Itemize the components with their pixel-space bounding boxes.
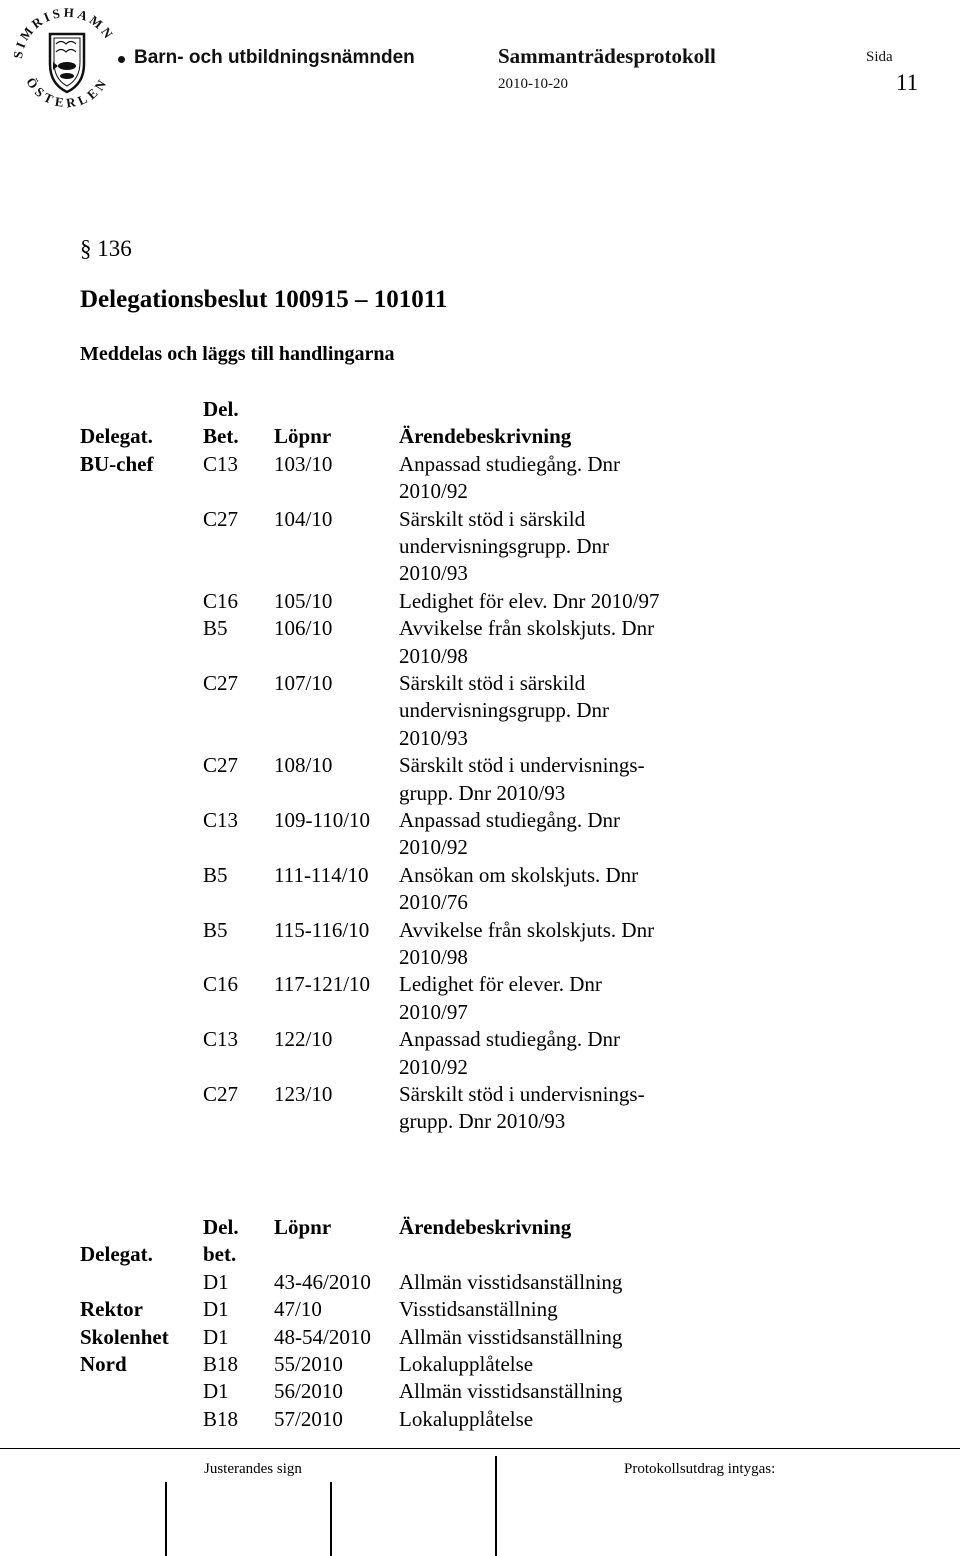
cell-bet: D1: [203, 1269, 229, 1294]
cell-description: 2010/93: [399, 725, 468, 750]
cell-description: undervisningsgrupp. Dnr: [399, 533, 609, 558]
cell-lopnr: 57/2010: [274, 1406, 343, 1431]
page-title: Delegationsbeslut 100915 – 101011: [80, 286, 448, 313]
cell-description: Lokalupplåtelse: [399, 1406, 534, 1431]
page-number: 11: [896, 70, 919, 95]
cell-bet: C27: [203, 671, 239, 695]
cell-delegat: Rektor: [80, 1297, 143, 1322]
cell-lopnr: 123/10: [274, 1082, 333, 1106]
cell-description: Allmän visstidsanställning: [399, 1379, 623, 1404]
cell-description: Ledighet för elev. Dnr 2010/97: [399, 588, 660, 613]
cell-description: Anpassad studiegång. Dnr: [399, 808, 621, 832]
cell-bet: C13: [203, 1027, 239, 1052]
signature-box-divider: [495, 1456, 497, 1556]
cell-delegat: Nord: [80, 1352, 127, 1376]
document-date: 2010-10-20: [498, 76, 568, 92]
cell-description: Avvikelse från skolskjuts. Dnr: [399, 616, 655, 641]
header-del: Del.: [203, 1215, 239, 1239]
cell-description: Ansökan om skolskjuts. Dnr: [399, 862, 639, 887]
cell-bet: C13: [203, 451, 239, 476]
svg-text:SIMRISHAMN: SIMRISHAMN: [9, 4, 118, 60]
cell-description: 2010/98: [399, 643, 468, 668]
cell-bet: B18: [203, 1406, 239, 1431]
cell-lopnr: 56/2010: [274, 1379, 343, 1404]
header-description: Ärendebeskrivning: [399, 1215, 572, 1239]
cell-description: Särskilt stöd i undervisnings-: [399, 1082, 645, 1106]
cell-lopnr: 103/10: [274, 451, 333, 476]
signature-label: Justerandes sign: [204, 1461, 302, 1477]
cell-bet: C27: [203, 1082, 239, 1106]
cell-description: Visstidsanställning: [399, 1297, 558, 1322]
delegation-table-1: [0, 396, 960, 1166]
cell-description: grupp. Dnr 2010/93: [399, 1109, 566, 1134]
svg-text:ÖSTERLEN: ÖSTERLEN: [23, 73, 112, 111]
page-label: Sida: [866, 49, 893, 65]
header-delegat: Delegat.: [80, 424, 153, 448]
cell-description: undervisningsgrupp. Dnr: [399, 698, 609, 723]
signature-box-divider: [330, 1482, 332, 1556]
cell-lopnr: 115-116/10: [274, 917, 370, 942]
header-delegat: Delegat.: [80, 1242, 153, 1267]
document-type: Sammanträdesprotokoll: [498, 44, 716, 68]
cell-lopnr: 109-110/10: [274, 808, 371, 832]
cell-description: 2010/76: [399, 890, 468, 915]
cell-bet: C27: [203, 753, 239, 778]
cell-description: 2010/92: [399, 479, 468, 504]
cell-description: grupp. Dnr 2010/93: [399, 780, 566, 805]
header-del: Del.: [203, 397, 239, 421]
header-bullet: [118, 56, 125, 63]
cell-description: Allmän visstidsanställning: [399, 1269, 623, 1294]
cell-bet: B5: [203, 616, 228, 641]
cell-bet: C13: [203, 808, 239, 832]
cell-description: 2010/92: [399, 1054, 468, 1079]
cell-lopnr: 122/10: [274, 1027, 333, 1052]
cell-lopnr: 117-121/10: [274, 972, 371, 997]
cell-bet: C16: [203, 588, 239, 613]
cell-lopnr: 106/10: [274, 616, 333, 641]
section-number: § 136: [80, 236, 132, 261]
cell-bet: B5: [203, 917, 228, 942]
cell-bet: D1: [203, 1324, 229, 1349]
cell-description: Avvikelse från skolskjuts. Dnr: [399, 917, 655, 942]
cell-bet: C27: [203, 506, 239, 531]
cell-description: Anpassad studiegång. Dnr: [399, 451, 621, 476]
delegation-table-2: [0, 1214, 960, 1434]
cell-description: 2010/93: [399, 561, 468, 586]
cell-lopnr: 43-46/2010: [274, 1269, 371, 1294]
cell-lopnr: 104/10: [274, 506, 333, 531]
cell-lopnr: 107/10: [274, 671, 333, 695]
cell-description: Anpassad studiegång. Dnr: [399, 1027, 621, 1052]
cell-description: Lokalupplåtelse: [399, 1352, 534, 1376]
header-description: Ärendebeskrivning: [399, 424, 572, 448]
cell-description: 2010/92: [399, 835, 468, 860]
header-lopnr: Löpnr: [274, 1215, 332, 1239]
cell-delegat: BU-chef: [80, 451, 154, 476]
cell-description: Ledighet för elever. Dnr: [399, 972, 602, 997]
cell-bet: B18: [203, 1352, 239, 1376]
cell-lopnr: 47/10: [274, 1297, 322, 1322]
cell-lopnr: 108/10: [274, 753, 333, 778]
cell-lopnr: 55/2010: [274, 1352, 343, 1376]
subheading: Meddelas och läggs till handlingarna: [80, 343, 395, 365]
header-bet: Bet.: [203, 424, 239, 448]
cell-description: Särskilt stöd i särskild: [399, 671, 586, 695]
cell-delegat: Skolenhet: [80, 1324, 169, 1349]
cell-description: 2010/98: [399, 944, 468, 969]
cell-description: Särskilt stöd i särskild: [399, 506, 586, 531]
cell-lopnr: 105/10: [274, 588, 333, 613]
cell-bet: D1: [203, 1379, 229, 1404]
footer-divider: [0, 1448, 960, 1449]
cell-description: Allmän visstidsanställning: [399, 1324, 623, 1349]
cell-description: 2010/97: [399, 999, 468, 1024]
header-lopnr: Löpnr: [274, 424, 332, 448]
signature-box-divider: [165, 1482, 167, 1556]
cell-lopnr: 48-54/2010: [274, 1324, 371, 1349]
cell-bet: B5: [203, 862, 228, 887]
header-bet: bet.: [203, 1242, 237, 1267]
municipality-seal-logo: [8, 0, 126, 118]
cell-bet: C16: [203, 972, 239, 997]
org-name: Barn- och utbildningsnämnden: [134, 47, 415, 68]
cell-description: Särskilt stöd i undervisnings-: [399, 753, 645, 778]
certification-label: Protokollsutdrag intygas:: [624, 1461, 776, 1477]
cell-lopnr: 111-114/10: [274, 862, 369, 887]
cell-bet: D1: [203, 1297, 229, 1322]
